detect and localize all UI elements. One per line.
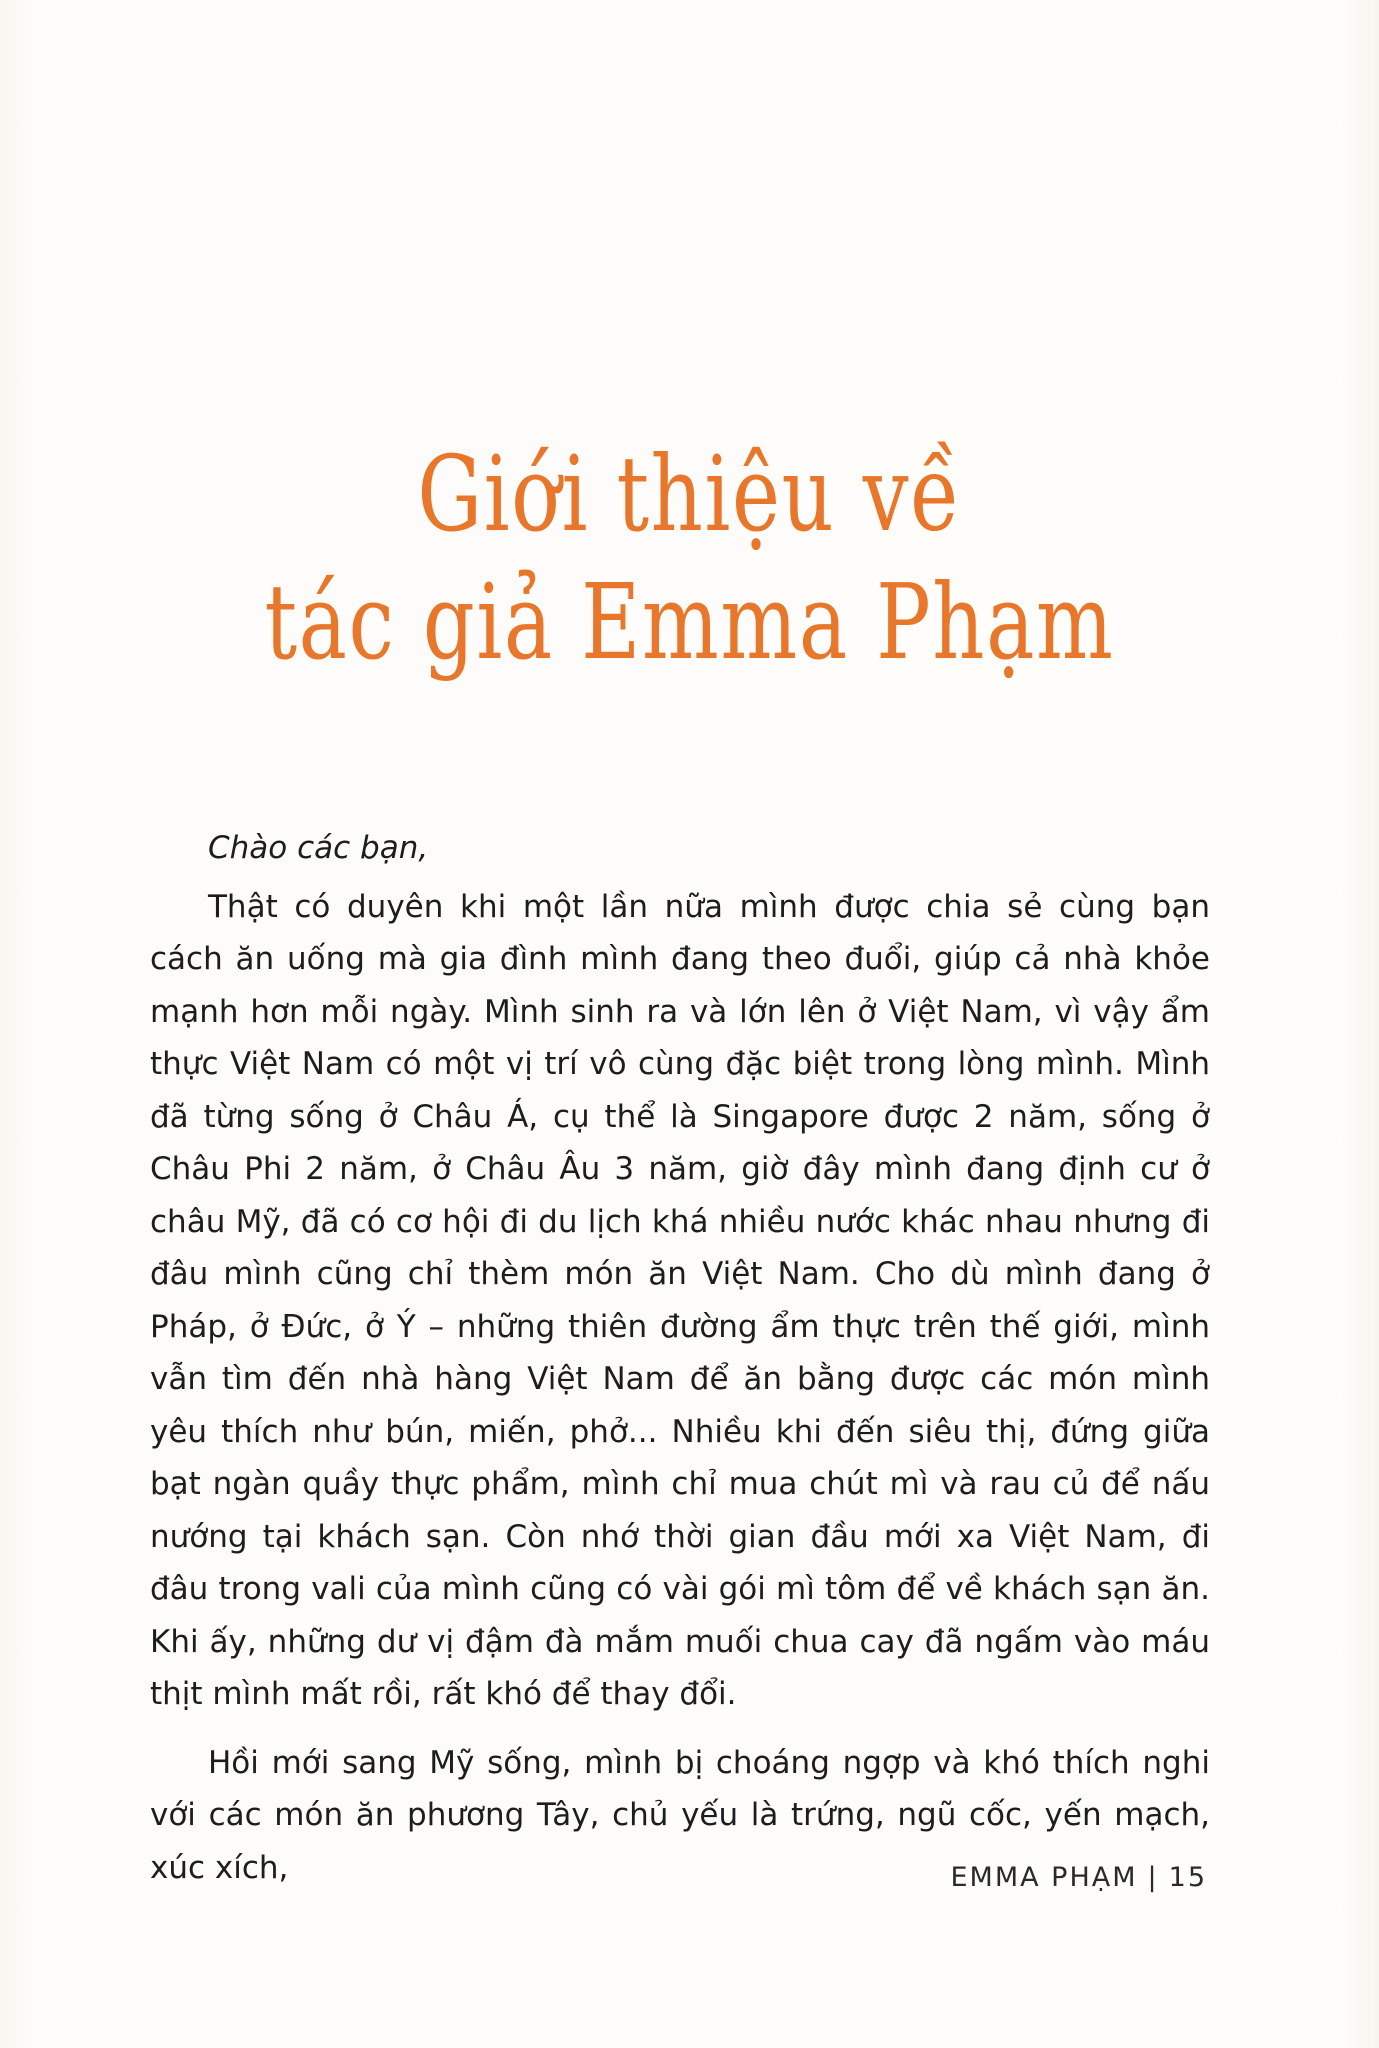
chapter-title [152, 430, 1228, 686]
footer-author: EMMA PHẠM [950, 1862, 1138, 1893]
paragraph-1: Thật có duyên khi một lần nữa mình được chia sẻ cùng bạn cách ăn uống mà gia đình mình đang theo đuổi, giúp cả nhà khỏe mạnh hơn mỗi ngày. Mình sinh ra và lớn lên ở Việt Nam, vì vậy ẩm thực Việt Nam có một vị trí vô cùng đặc biệt trong lòng mình. Mình đã từng sống ở Châu Á, cụ thể là Singapore được 2 năm, sống ở Châu Phi 2 năm, ở Châu Âu 3 năm, giờ đây mình đang định cư ở châu Mỹ, đã có cơ hội đi du lịch khá nhiều nước khác nhau nhưng đi đâu mình cũng chỉ thèm món ăn Việt Nam. Cho dù mình đang ở Pháp, ở Đức, ở Ý – những thiên đường ẩm thực trên thế giới, mình vẫn tìm đến nhà hàng Việt Nam để ăn bằng được các món mình yêu thích như bún, miến, phở... Nhiều khi đến siêu thị, đứng giữa bạt ngàn quầy thực phẩm, mình chỉ mua chút mì và rau củ để nấu nướng tại khách sạn. Còn nhớ thời gian đầu mới xa Việt Nam, đi đâu trong vali của mình cũng có vài gói mì tôm để về khách sạn ăn. Khi ấy, những dư vị đậm đà mắm muối chua cay đã ngấm vào máu thịt mình mất rồi, rất khó để thay đổi. [150, 888, 1210, 1712]
greeting: Chào các bạn, [208, 830, 429, 866]
page-number: 15 [1168, 1862, 1207, 1893]
chapter-title-line-1: Giới thiệu về [417, 433, 962, 555]
chapter-title-line-2: tác giả Emma Phạm [264, 561, 1115, 683]
paragraph-2: Hồi mới sang Mỹ sống, mình bị choáng ngợp và khó thích nghi với các món ăn phương Tây, chủ yếu là trứng, ngũ cốc, yến mạch, xúc xích, [150, 1744, 1210, 1886]
running-footer [950, 1862, 1207, 1893]
body-text [150, 822, 1210, 1894]
footer-separator: | [1147, 1862, 1159, 1893]
